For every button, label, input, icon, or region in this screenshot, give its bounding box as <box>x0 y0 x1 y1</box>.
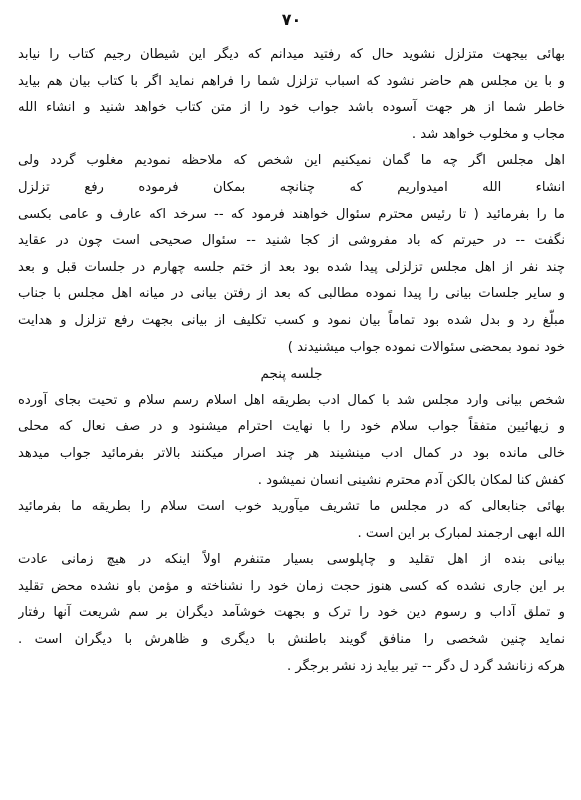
paragraph-3 <box>18 388 565 548</box>
text-line: ما را بفرمائید ( تا رئیس محترم سئوال خواهند فرمود که -- سرخد اکه عارف و عامی بکسی <box>18 206 565 222</box>
text-line: خود نمود بمحضی سئوالات نموده جواب میشنیدند ) <box>287 339 565 355</box>
text-line: بهائی جنابعالی که در مجلس ما تشریف میآورید خوب است سلام را بطریقه ما بفرمائید <box>18 499 565 515</box>
text-line: هرکه زنانشد گرد ل دگر -- تیر بیاید زد نشر برجگر . <box>286 658 565 674</box>
text-line: مبلّغ رد و بدل شده بود تماماً بیان نمود و کسب تکلیف از بیانی بجهت رفع تزلزل و هدایت <box>18 312 565 328</box>
section-heading: جلسه پنجم <box>260 366 323 383</box>
text-line: و زیهائیین متفقاً جواب سلام خود را با نهایت احترام میشنود و در صف نعال که محلی <box>18 419 565 435</box>
text-line: نگفت -- در حیرتم که باد مفروشی از کجا شنید -- سئوال صحیحی است چون در عقاید <box>18 233 565 249</box>
text-line: بر این جاری نشده که کسی هنوز حجت زمان خود را نشناخته و مؤمن باو نشده محض تقلید <box>18 578 565 594</box>
text-line: خالی مانده بود در کمال ادب مینشیند هر چند اصرار میکنند بالاتر بفرمائید جواب میدهد <box>18 445 565 461</box>
text-line: بیانی بنده از اهل تقلید و چاپلوسی بسیار متنفرم اولاً اینکه در هیچ زمانی عادت <box>18 552 565 568</box>
text-line: مجاب و مخلوب خواهد شد . <box>411 126 565 142</box>
paragraph-1 <box>18 42 565 148</box>
text-line: انشاء الله امیدواریم که چنانچه بمکان فرموده رفع تزلزل <box>18 179 565 195</box>
text-line: الله ابهی ارجمند لمبارک بر این است . <box>357 525 565 541</box>
text-line: خاطر شما از هر جهت آسوده باشد جواب خود را از متن کتاب خواهد شنید و انشاء الله <box>18 100 565 116</box>
text-line: اهل مجلس اگر چه ما گمان نمیکنیم این شخص که ملاحظه نمودیم مغلوب گردد ولی <box>18 153 565 169</box>
paragraph-2 <box>18 148 565 361</box>
text-line: شخص بیانی وارد مجلس شد با کمال ادب بطریقه اهل اسلام رسم سلام و تحیت بجای آورده <box>18 392 565 408</box>
text-line: بهائی بیجهت متزلزل نشوید حال که رفتید میدانم که دیگر این شیطان رجیم کتاب را نیابد <box>18 47 565 62</box>
text-line: و تملق آداب و رسوم دین خود را ترک و بجهت خوشآمد دیگران بر سم شریعت آنها رفتار <box>18 605 565 621</box>
text-line: و سایر جلسات بیانی را پیدا نموده مطالبی که بعد از رفتن بیانی در میانه اهل مجلس با جناب <box>18 286 565 302</box>
text-line: و با ین مجلس هم حاضر نشود که اسباب تزلزل شما را فراهم نماید اگر با کتاب بیان هم بیاید <box>18 73 565 89</box>
page-number: ۷۰ <box>281 10 302 29</box>
paragraph-4 <box>18 547 565 680</box>
text-line: کفش کنا لمکان بالکن آدم محترم نشینی انسان نمیشود . <box>257 472 565 488</box>
text-line: نماید چنین شخصی را منافق گویند باطنش با دیگری و ظاهرش با دیگران است . <box>18 632 565 648</box>
text-line: چند نفر از اهل مجلس تزلزلی پیدا شده بود بعد از ختم جلسه چهارم در جلسات قبل و بعد <box>18 259 565 275</box>
